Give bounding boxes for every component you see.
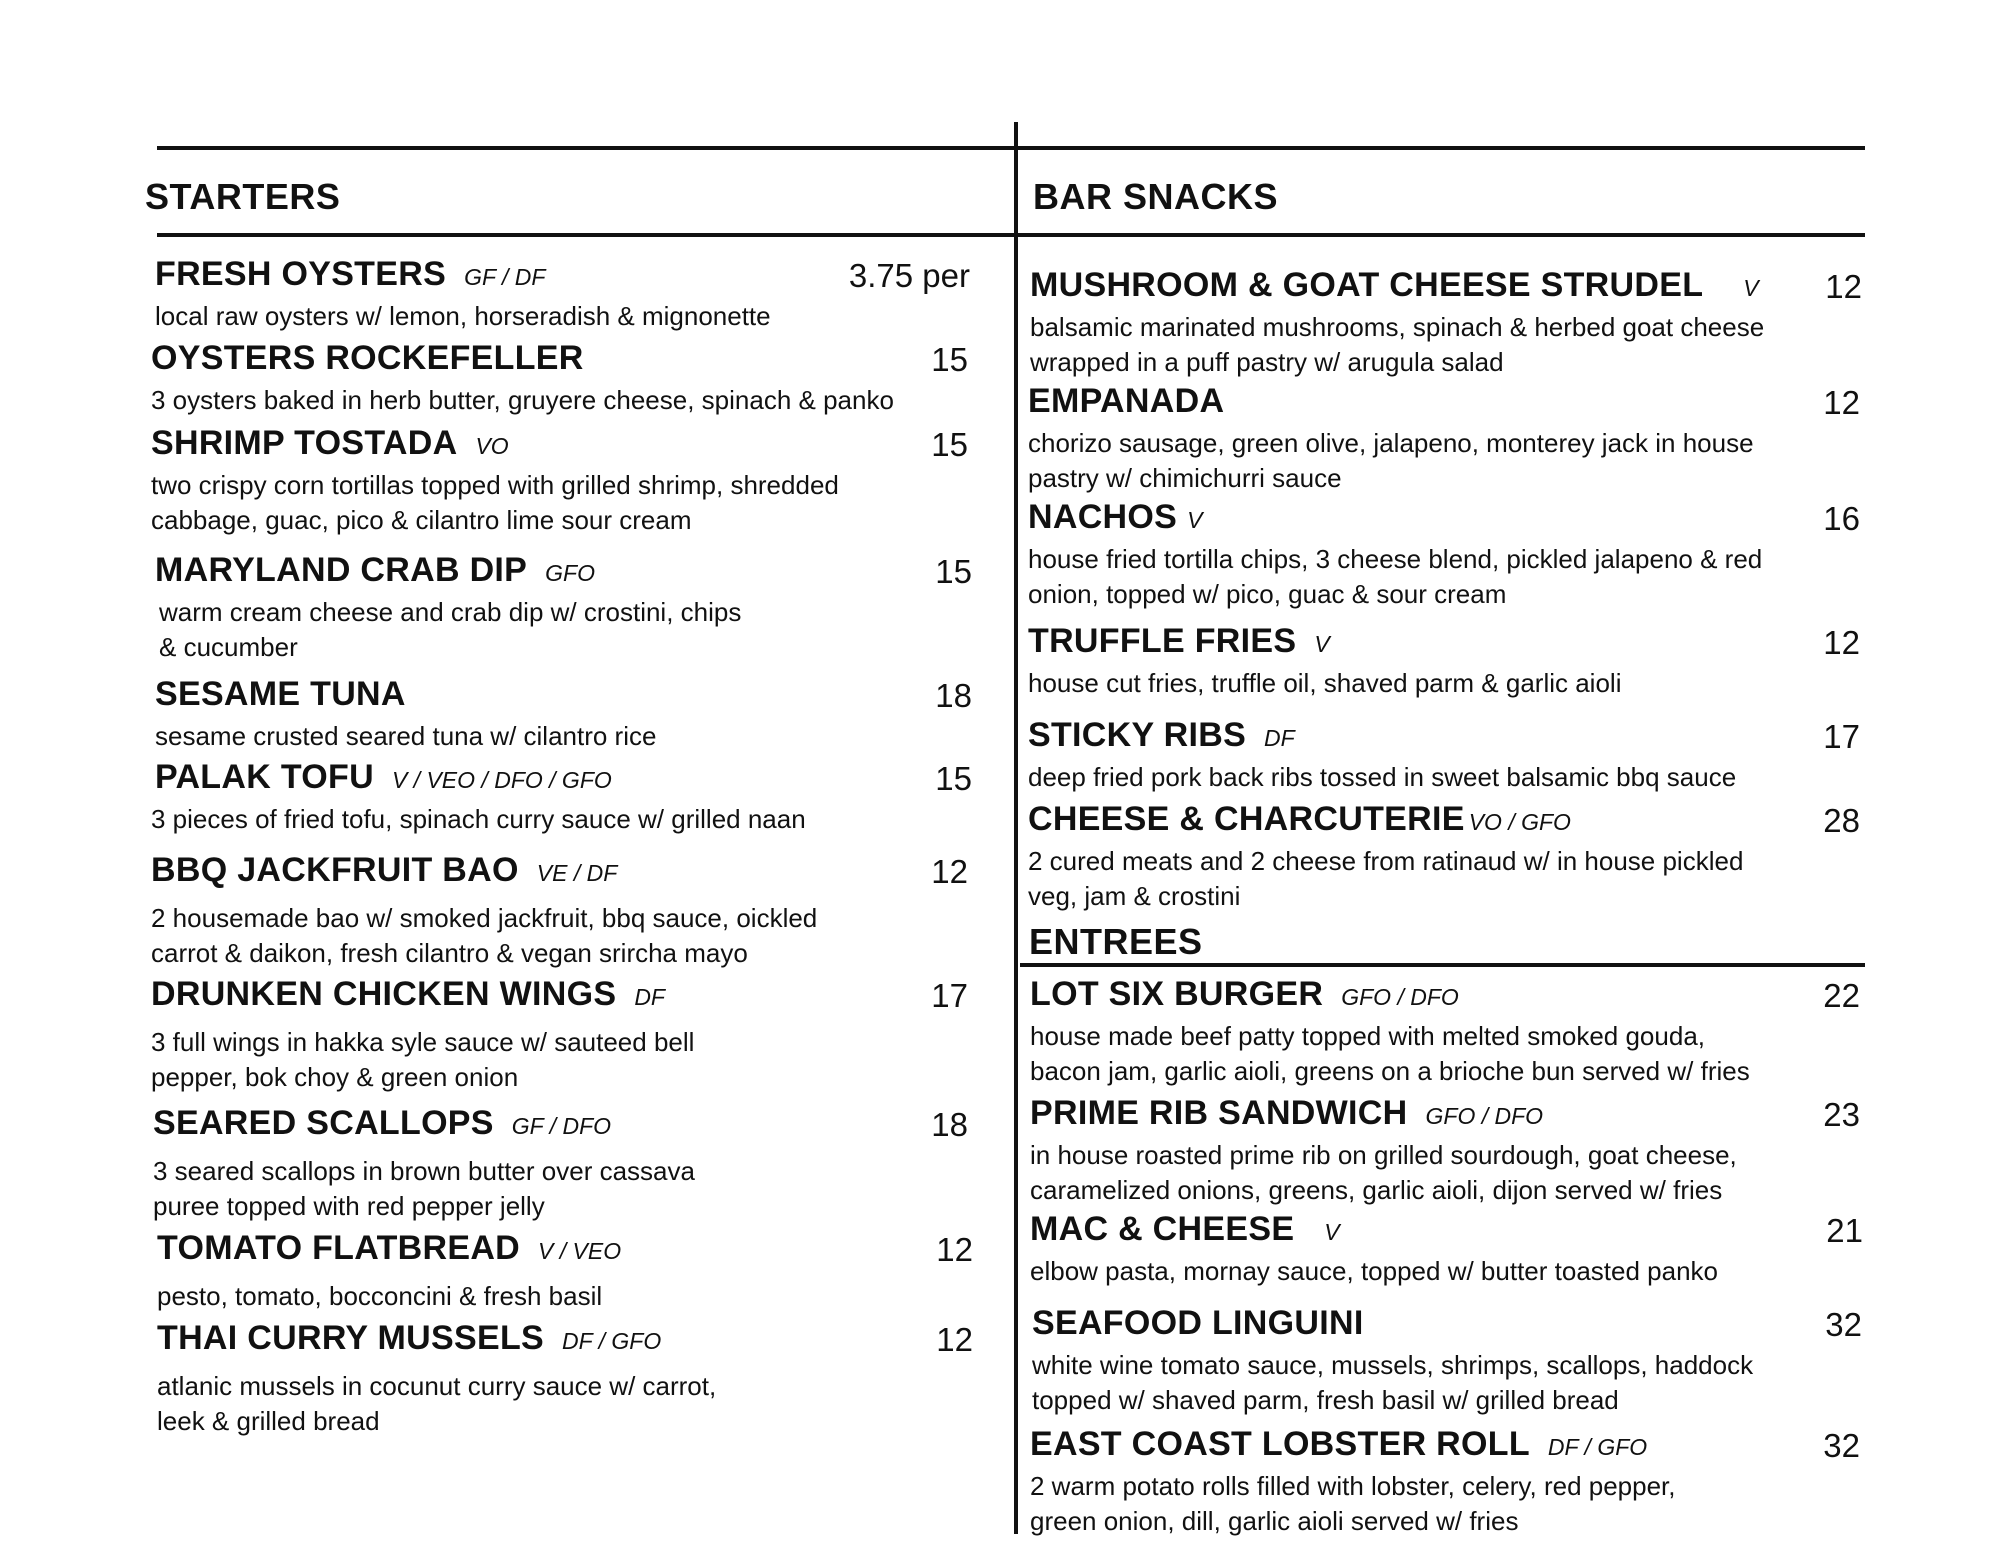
dietary-tags: GF / DF xyxy=(464,264,546,290)
item-price: 18 xyxy=(935,677,972,714)
item-price: 12 xyxy=(1825,268,1862,305)
dietary-tags: V xyxy=(1314,631,1330,657)
item-name: OYSTERS ROCKEFELLER xyxy=(151,339,584,377)
dietary-tags: V / VEO xyxy=(538,1238,622,1264)
item-description-line: in house roasted prime rib on grilled sourdough, goat cheese, xyxy=(1030,1140,1737,1170)
item-description-line: elbow pasta, mornay sauce, topped w/ butter toasted panko xyxy=(1030,1256,1718,1286)
item-price: 12 xyxy=(1823,384,1860,421)
item-name: MAC & CHEESE xyxy=(1030,1210,1295,1248)
item-description-line: atlanic mussels in cocunut curry sauce w/ carrot, xyxy=(157,1371,717,1401)
menu-item xyxy=(1030,1094,1860,1208)
item-description-line: two crispy corn tortillas topped with grilled shrimp, shredded xyxy=(151,470,839,500)
item-description-line: wrapped in a puff pastry w/ arugula salad xyxy=(1030,347,1504,377)
item-price: 15 xyxy=(931,341,968,378)
item-price: 3.75 per xyxy=(848,257,970,294)
menu-item xyxy=(1032,1304,1862,1418)
item-name: PALAK TOFU xyxy=(155,758,374,796)
item-description-line: 3 seared scallops in brown butter over cassava xyxy=(153,1156,695,1186)
item-description-line: pepper, bok choy & green onion xyxy=(151,1062,519,1092)
dietary-tags: DF xyxy=(1264,725,1295,751)
item-description-line: sesame crusted seared tuna w/ cilantro rice xyxy=(155,721,657,751)
item-description-line: pesto, tomato, bocconcini & fresh basil xyxy=(157,1281,603,1311)
item-name: STICKY RIBS xyxy=(1028,716,1247,754)
dietary-tags: V / VEO / DFO / GFO xyxy=(391,767,612,793)
dietary-tags: GF / DFO xyxy=(511,1113,612,1139)
menu-item xyxy=(151,424,968,538)
item-name: TOMATO FLATBREAD xyxy=(157,1229,521,1267)
entrees-underline xyxy=(1020,963,1865,967)
item-name: FRESH OYSTERS xyxy=(155,255,447,293)
menu-item xyxy=(151,851,968,971)
menu-item xyxy=(1030,1425,1860,1539)
starters-underline xyxy=(157,233,1016,237)
item-description-line: house cut fries, truffle oil, shaved parm & garlic aioli xyxy=(1028,668,1622,698)
item-description-line: 2 warm potato rolls filled with lobster, celery, red pepper, xyxy=(1030,1471,1676,1501)
item-description-line: caramelized onions, greens, garlic aioli, dijon served w/ fries xyxy=(1030,1175,1723,1205)
dietary-tags: V xyxy=(1187,507,1203,533)
item-name: LOT SIX BURGER xyxy=(1030,975,1324,1013)
item-price: 22 xyxy=(1823,977,1860,1014)
item-name: DRUNKEN CHICKEN WINGS xyxy=(151,975,617,1013)
item-name: SEAFOOD LINGUINI xyxy=(1032,1304,1364,1342)
item-name: SEARED SCALLOPS xyxy=(153,1104,494,1142)
item-price: 12 xyxy=(936,1231,973,1268)
item-name: PRIME RIB SANDWICH xyxy=(1030,1094,1408,1132)
item-description-line: onion, topped w/ pico, guac & sour cream xyxy=(1028,579,1507,609)
item-description-line: house made beef patty topped with melted smoked gouda, xyxy=(1030,1021,1705,1051)
menu-item xyxy=(157,1229,973,1314)
bar-snacks-underline xyxy=(1016,233,1865,237)
item-price: 32 xyxy=(1825,1306,1862,1343)
item-price: 15 xyxy=(931,426,968,463)
menu-item xyxy=(1030,266,1862,380)
dietary-tags: V xyxy=(1324,1219,1340,1245)
item-price: 28 xyxy=(1823,802,1860,839)
item-description-line: 2 cured meats and 2 cheese from ratinaud w/ in house pickled xyxy=(1028,846,1744,876)
item-description-line: cabbage, guac, pico & cilantro lime sour cream xyxy=(151,505,692,535)
menu-item xyxy=(1028,716,1860,795)
item-price: 17 xyxy=(931,977,968,1014)
dietary-tags: GFO / DFO xyxy=(1425,1103,1544,1129)
dietary-tags: DF / GFO xyxy=(562,1328,662,1354)
dietary-tags: GFO / DFO xyxy=(1341,984,1459,1010)
menu-item xyxy=(157,1319,973,1439)
item-name: MUSHROOM & GOAT CHEESE STRUDEL xyxy=(1030,266,1704,304)
item-description-line: green onion, dill, garlic aioli served w/ fries xyxy=(1030,1506,1519,1536)
item-price: 21 xyxy=(1826,1212,1863,1249)
item-description-line: 3 oysters baked in herb butter, gruyere cheese, spinach & panko xyxy=(151,385,894,415)
item-name: THAI CURRY MUSSELS xyxy=(157,1319,544,1357)
item-name: SHRIMP TOSTADA xyxy=(151,424,458,462)
item-description-line: pastry w/ chimichurri sauce xyxy=(1028,463,1342,493)
item-name: EMPANADA xyxy=(1028,382,1225,420)
item-price: 23 xyxy=(1823,1096,1860,1133)
item-description-line: & cucumber xyxy=(159,632,298,662)
item-name: TRUFFLE FRIES xyxy=(1028,622,1297,660)
menu-item xyxy=(1028,622,1860,701)
item-description-line: white wine tomato sauce, mussels, shrimps, scallops, haddock xyxy=(1032,1350,1754,1380)
dietary-tags: DF xyxy=(634,984,665,1010)
menu-item xyxy=(1028,498,1860,612)
dietary-tags: VE / DF xyxy=(536,860,618,886)
top-rule-right xyxy=(1016,146,1865,150)
item-price: 17 xyxy=(1823,718,1860,755)
dietary-tags: V xyxy=(1743,275,1759,301)
item-description-line: chorizo sausage, green olive, jalapeno, monterey jack in house xyxy=(1028,428,1754,458)
item-description-line: warm cream cheese and crab dip w/ crostini, chips xyxy=(159,597,742,627)
item-price: 12 xyxy=(931,853,968,890)
bar-snacks-heading: BAR SNACKS xyxy=(1033,176,1279,217)
item-description-line: deep fried pork back ribs tossed in sweet balsamic bbq sauce xyxy=(1028,762,1737,792)
item-price: 32 xyxy=(1823,1427,1860,1464)
item-name: MARYLAND CRAB DIP xyxy=(155,551,528,589)
item-price: 15 xyxy=(935,760,972,797)
item-price: 12 xyxy=(1823,624,1860,661)
item-description-line: leek & grilled bread xyxy=(157,1406,380,1436)
dietary-tags: VO / GFO xyxy=(1468,809,1571,835)
top-rule-left xyxy=(157,146,1016,150)
column-divider xyxy=(1014,122,1018,1534)
dietary-tags: VO xyxy=(475,433,509,459)
item-name: CHEESE & CHARCUTERIE xyxy=(1028,800,1465,838)
menu-item xyxy=(153,1104,968,1224)
item-name: BBQ JACKFRUIT BAO xyxy=(151,851,519,889)
item-description-line: 2 housemade bao w/ smoked jackfruit, bbq sauce, oickled xyxy=(151,903,818,933)
dietary-tags: GFO xyxy=(545,560,596,586)
item-description-line: carrot & daikon, fresh cilantro & vegan srircha mayo xyxy=(151,938,748,968)
menu-item xyxy=(1028,382,1860,496)
menu-item xyxy=(151,339,968,418)
item-price: 15 xyxy=(935,553,972,590)
item-description-line: house fried tortilla chips, 3 cheese blend, pickled jalapeno & red xyxy=(1028,544,1763,574)
item-description-line: puree topped with red pepper jelly xyxy=(153,1191,545,1221)
item-description-line: balsamic marinated mushrooms, spinach & herbed goat cheese xyxy=(1030,312,1765,342)
menu-item xyxy=(155,675,972,754)
item-name: EAST COAST LOBSTER ROLL xyxy=(1030,1425,1530,1463)
dietary-tags: DF / GFO xyxy=(1547,1434,1648,1460)
item-price: 12 xyxy=(936,1321,973,1358)
entrees-heading: ENTREES xyxy=(1029,921,1203,962)
item-name: SESAME TUNA xyxy=(155,675,406,713)
item-price: 18 xyxy=(931,1106,968,1143)
menu-item xyxy=(1030,975,1860,1089)
item-name: NACHOS xyxy=(1028,498,1178,536)
item-description-line: 3 pieces of fried tofu, spinach curry sauce w/ grilled naan xyxy=(151,804,806,834)
menu-item xyxy=(155,551,972,665)
item-description-line: topped w/ shaved parm, fresh basil w/ grilled bread xyxy=(1032,1385,1619,1415)
menu-item xyxy=(1028,800,1860,914)
starters-heading: STARTERS xyxy=(145,176,341,217)
item-description-line: veg, jam & crostini xyxy=(1028,881,1241,911)
menu-item xyxy=(151,975,968,1095)
menu-item xyxy=(151,758,972,837)
item-description-line: 3 full wings in hakka syle sauce w/ sauteed bell xyxy=(151,1027,695,1057)
item-description-line: local raw oysters w/ lemon, horseradish & mignonette xyxy=(155,301,771,331)
menu-item xyxy=(155,255,970,334)
item-description-line: bacon jam, garlic aioli, greens on a brioche bun served w/ fries xyxy=(1030,1056,1750,1086)
item-price: 16 xyxy=(1823,500,1860,537)
menu-item xyxy=(1030,1210,1863,1289)
